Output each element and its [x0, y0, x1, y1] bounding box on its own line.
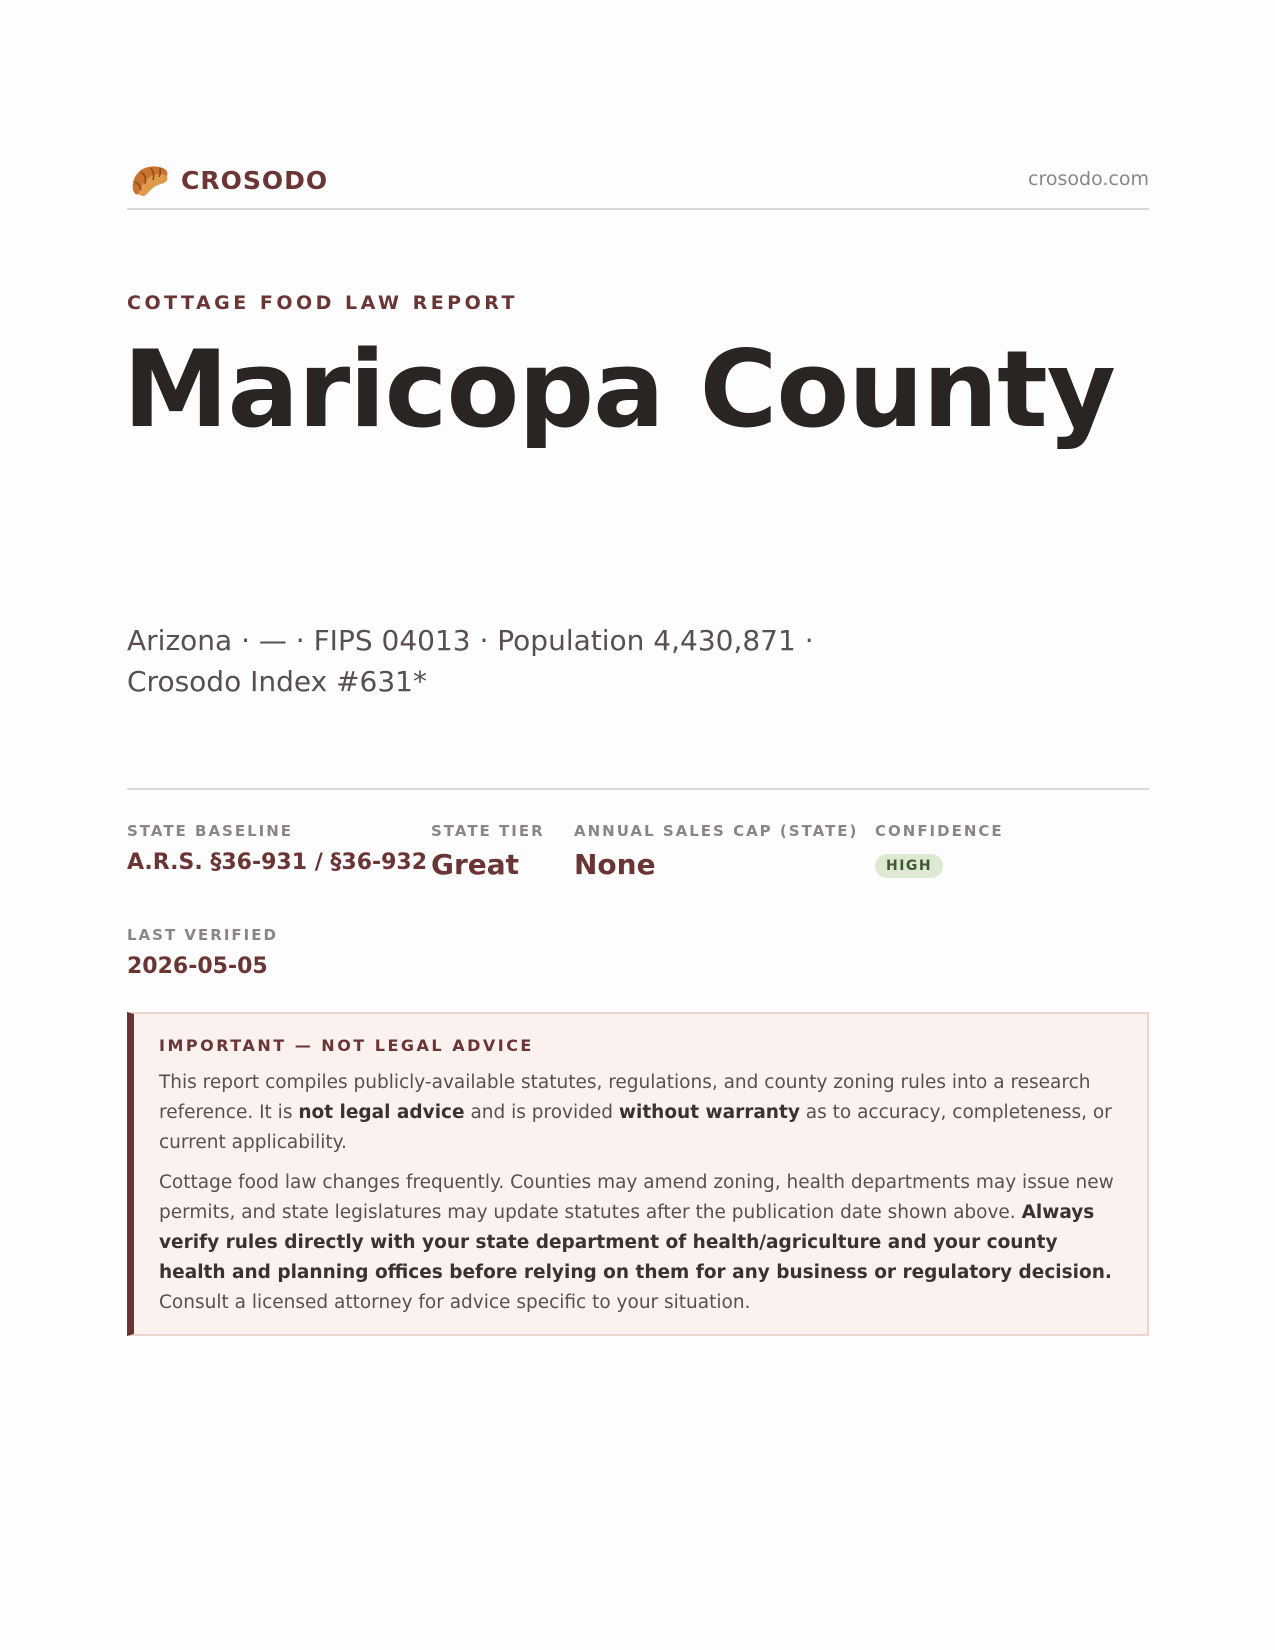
notice-emphasis: Always verify rules directly with your state department of health/agriculture and your county health and planning offices before relying on them for any business or regulatory decision.	[159, 1202, 1112, 1283]
report-page	[123, 0, 1149, 1650]
fact-label: CONFIDENCE	[875, 822, 1004, 840]
fact-value: Great	[431, 848, 520, 881]
notice-text: as to accuracy, completeness, or current applicability.	[159, 1102, 1112, 1153]
fact-sales-cap	[574, 822, 858, 881]
report-eyebrow: COTTAGE FOOD LAW REPORT	[127, 292, 518, 314]
fact-value: 2026-05-05	[127, 954, 268, 979]
fact-state-tier	[431, 822, 545, 881]
fact-label: LAST VERIFIED	[127, 926, 278, 944]
legal-notice	[127, 1012, 1149, 1336]
brand	[127, 160, 328, 200]
fact-label: ANNUAL SALES CAP (STATE)	[574, 822, 859, 840]
report-subtitle: Arizona · — · FIPS 04013 · Population 4,430,871 · Crosodo Index #631*	[127, 624, 814, 698]
notice-paragraph	[159, 1068, 1119, 1158]
fact-value: A.R.S. §36-931 / §36-932	[127, 850, 428, 875]
croissant-icon	[127, 160, 171, 200]
fact-value: None	[574, 848, 656, 881]
status-badge: HIGH	[875, 854, 943, 878]
page-title: Maricopa County	[123, 328, 1115, 451]
fact-state-baseline	[127, 822, 427, 875]
fact-label: STATE BASELINE	[127, 822, 294, 840]
notice-emphasis: without warranty	[618, 1102, 800, 1123]
notice-text: Consult a licensed attorney for advice specific to your situation.	[159, 1292, 751, 1313]
notice-text: Cottage food law changes frequently. Counties may amend zoning, health departments may issue new permits, and state legislatures may update statutes after the publication date shown above.	[159, 1172, 1114, 1223]
notice-text: This report compiles publicly-available statutes, regulations, and county zoning rules into a research reference. It is	[159, 1072, 1091, 1123]
notice-title: IMPORTANT — NOT LEGAL ADVICE	[159, 1036, 534, 1055]
notice-text: and is provided	[464, 1102, 619, 1123]
notice-paragraph	[159, 1168, 1119, 1318]
fact-label: STATE TIER	[431, 822, 545, 840]
brand-name: CROSODO	[181, 165, 329, 195]
fact-confidence	[875, 822, 1004, 878]
section-divider	[127, 788, 1149, 790]
notice-emphasis: not legal advice	[298, 1102, 465, 1123]
fact-last-verified	[127, 926, 278, 979]
site-url[interactable]: crosodo.com	[1028, 168, 1149, 190]
page-header	[127, 158, 1149, 210]
